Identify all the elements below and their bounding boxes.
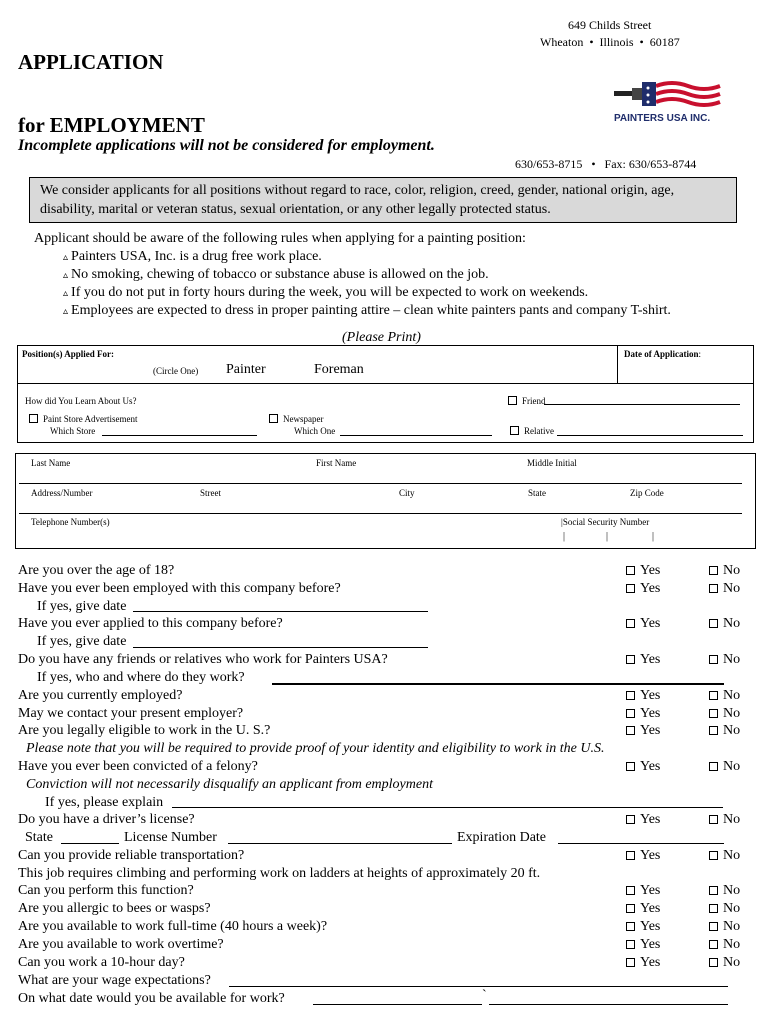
yes-label: Yes [640, 901, 661, 916]
paint-store-option[interactable] [29, 414, 138, 424]
circle-one-hint: (Circle One) [153, 366, 199, 376]
no-label: No [723, 955, 741, 970]
no-option[interactable] [709, 652, 740, 668]
no-option[interactable] [709, 759, 740, 775]
triangle-bullet-icon: ▵ [63, 288, 69, 299]
expiration-date-label: Expiration Date [457, 830, 547, 845]
company-logo [612, 78, 722, 128]
checkbox[interactable] [709, 940, 718, 949]
no-option[interactable] [709, 901, 740, 917]
license-number-label: License Number [124, 830, 217, 845]
yes-option[interactable] [626, 955, 660, 971]
yes-option[interactable] [626, 919, 660, 935]
checkbox[interactable] [510, 426, 519, 435]
yes-label: Yes [640, 937, 661, 952]
checkbox[interactable] [709, 566, 718, 575]
question-followup: If yes, please explain [45, 795, 164, 810]
question: Can you perform this function? [18, 883, 194, 898]
yes-label: Yes [640, 706, 661, 721]
question: On what date would you be available for work? [18, 991, 285, 1006]
checkbox[interactable] [709, 886, 718, 895]
answer-line[interactable] [272, 683, 724, 685]
yes-label: Yes [640, 581, 661, 596]
checkbox[interactable] [626, 726, 635, 735]
yes-option[interactable] [626, 723, 660, 739]
which-one-line[interactable] [340, 435, 492, 436]
address-city: Wheaton [540, 35, 584, 49]
question: Are you currently employed? [18, 688, 183, 703]
yes-label: Yes [640, 883, 661, 898]
tick-mark: ` [482, 988, 487, 1003]
telephone-label: Telephone Number(s) [31, 517, 110, 527]
checkbox[interactable] [709, 922, 718, 931]
checkbox[interactable] [709, 709, 718, 718]
no-option[interactable] [709, 919, 740, 935]
relative-line[interactable] [557, 435, 743, 436]
page-title-sub: for EMPLOYMENT [18, 113, 205, 137]
checkbox[interactable] [626, 709, 635, 718]
yes-label: Yes [640, 812, 661, 827]
state-label: State [528, 488, 546, 498]
yes-option[interactable] [626, 581, 660, 597]
separator: | [561, 517, 563, 527]
yes-label: Yes [640, 919, 661, 934]
city-label: City [399, 488, 415, 498]
no-option[interactable] [709, 688, 740, 704]
checkbox[interactable] [626, 886, 635, 895]
question: What are your wage expectations? [18, 973, 211, 988]
please-print: (Please Print) [342, 330, 421, 345]
no-label: No [723, 901, 741, 916]
date-of-application-label [624, 349, 701, 359]
question: Do you have any friends or relatives who work for Painters USA? [18, 652, 388, 667]
which-store-label: Which Store [50, 426, 96, 436]
divider [17, 383, 754, 384]
yes-option[interactable] [626, 937, 660, 953]
checkbox[interactable] [269, 414, 278, 423]
license-state-line[interactable] [61, 843, 119, 844]
checkbox[interactable] [626, 762, 635, 771]
subtitle: Incomplete applications will not be considered for employment. [18, 137, 435, 154]
date-label-text: Date of Application [624, 349, 699, 359]
no-label: No [723, 759, 741, 774]
yes-label: Yes [640, 759, 661, 774]
no-option[interactable] [709, 937, 740, 953]
yes-label: Yes [640, 723, 661, 738]
bullet-icon: • [585, 157, 602, 171]
answer-line[interactable] [133, 647, 428, 648]
ssn-separator: | [652, 531, 655, 542]
no-label: No [723, 723, 741, 738]
yes-label: Yes [640, 848, 661, 863]
name-line[interactable] [19, 483, 742, 484]
address-state: Illinois [599, 35, 634, 49]
yes-option[interactable] [626, 812, 660, 828]
checkbox[interactable] [709, 958, 718, 967]
question-followup: If yes, give date [37, 599, 127, 614]
address-zip: 60187 [649, 35, 680, 49]
rule-item [63, 303, 671, 319]
no-label: No [723, 848, 741, 863]
question: Are you available to work full-time (40 hours a week)? [18, 919, 328, 934]
question: Do you have a driver’s license? [18, 812, 195, 827]
address-line[interactable] [19, 513, 742, 514]
checkbox[interactable] [626, 815, 635, 824]
yes-option[interactable] [626, 901, 660, 917]
checkbox[interactable] [626, 922, 635, 931]
rules-intro: Applicant should be aware of the following rules when applying for a painting position: [34, 231, 526, 246]
first-name-label: First Name [316, 458, 357, 468]
street-label: Street [200, 488, 221, 498]
checkbox[interactable] [626, 940, 635, 949]
no-option[interactable] [709, 563, 740, 579]
no-option[interactable] [709, 955, 740, 971]
position-section [17, 345, 754, 443]
address-number-label: Address/Number [31, 488, 93, 498]
yes-label: Yes [640, 616, 661, 631]
rule-item [63, 249, 322, 265]
yes-option[interactable] [626, 652, 660, 668]
position-option-foreman[interactable]: Foreman [314, 362, 364, 377]
relative-option[interactable] [510, 426, 554, 436]
logo-text: PAINTERS USA INC. [614, 113, 711, 124]
last-name-label: Last Name [31, 458, 71, 468]
question: May we contact your present employer? [18, 706, 244, 721]
checkbox[interactable] [709, 655, 718, 664]
answer-line[interactable] [133, 611, 428, 612]
checkbox[interactable] [709, 584, 718, 593]
personal-info-section [15, 453, 756, 549]
no-option[interactable] [709, 616, 740, 632]
expiration-date-line[interactable] [558, 843, 724, 844]
no-label: No [723, 883, 741, 898]
rule-text: Painters USA, Inc. is a drug free work place. [71, 249, 322, 264]
triangle-bullet-icon: ▵ [63, 252, 69, 263]
yes-option[interactable] [626, 706, 660, 722]
rule-item [63, 285, 588, 301]
question-note: Please note that you will be required to provide proof of your identity and eligibility to work in the U.S. [26, 741, 605, 756]
no-option[interactable] [709, 723, 740, 739]
rule-text: Employees are expected to dress in proper painting attire – clean white painters pants and company T-shirt. [71, 303, 671, 318]
address-city-line [540, 35, 680, 50]
no-label: No [723, 581, 741, 596]
yes-option[interactable] [626, 848, 660, 864]
fax: Fax: 630/653-8744 [604, 157, 697, 171]
triangle-bullet-icon: ▵ [63, 270, 69, 281]
yes-label: Yes [640, 688, 661, 703]
checkbox[interactable] [709, 851, 718, 860]
no-label: No [723, 616, 741, 631]
no-label: No [723, 919, 741, 934]
no-label: No [723, 706, 741, 721]
question: Have you ever applied to this company before? [18, 616, 283, 631]
no-label: No [723, 563, 741, 578]
no-label: No [723, 688, 741, 703]
newspaper-option[interactable] [269, 414, 323, 424]
eeo-notice: We consider applicants for all positions without regard to race, color, religion, creed, gender, national origin, age, disability, marital or veteran status, sexual orientation, or any other legally protected status. [29, 177, 737, 223]
which-store-line[interactable] [102, 435, 257, 436]
checkbox[interactable] [626, 655, 635, 664]
learn-label: How did You Learn About Us? [25, 396, 137, 406]
yes-option[interactable] [626, 616, 660, 632]
checkbox[interactable] [626, 619, 635, 628]
question: Are you available to work overtime? [18, 937, 224, 952]
divider [617, 345, 618, 383]
ssn-separator: | [606, 531, 609, 542]
question-followup: If yes, who and where do they work? [37, 670, 245, 685]
checkbox[interactable] [709, 619, 718, 628]
friend-line[interactable] [544, 404, 740, 405]
no-option[interactable] [709, 848, 740, 864]
question: Are you allergic to bees or wasps? [18, 901, 211, 916]
friend-label: Friend [522, 396, 546, 406]
colon: : [698, 349, 702, 359]
question: Are you over the age of 18? [18, 563, 175, 578]
question: Can you work a 10-hour day? [18, 955, 185, 970]
checkbox[interactable] [709, 815, 718, 824]
ssn-text: Social Security Number [562, 517, 650, 527]
no-label: No [723, 937, 741, 952]
address-street: 649 Childs Street [568, 18, 652, 32]
checkbox[interactable] [626, 584, 635, 593]
position-option-painter[interactable]: Painter [226, 362, 266, 377]
yes-option[interactable] [626, 883, 660, 899]
checkbox[interactable] [626, 958, 635, 967]
friend-option[interactable] [508, 396, 546, 406]
license-number-line[interactable] [228, 843, 452, 844]
bullet-icon: • [636, 35, 647, 49]
yes-option[interactable] [626, 688, 660, 704]
answer-line[interactable] [229, 986, 728, 987]
answer-line[interactable] [172, 807, 723, 808]
answer-line[interactable] [313, 1004, 482, 1005]
triangle-bullet-icon: ▵ [63, 306, 69, 317]
checkbox[interactable] [626, 566, 635, 575]
checkbox[interactable] [709, 726, 718, 735]
bullet-icon: • [586, 35, 597, 49]
newspaper-label: Newspaper [283, 414, 324, 424]
zip-code-label: Zip Code [630, 488, 664, 498]
checkbox[interactable] [508, 396, 517, 405]
question-note: Conviction will not necessarily disqualify an applicant from employment [26, 777, 433, 792]
question: Have you ever been convicted of a felony? [18, 759, 258, 774]
ssn-label [561, 517, 649, 527]
yes-label: Yes [640, 563, 661, 578]
no-option[interactable] [709, 812, 740, 828]
phone: 630/653-8715 [515, 157, 583, 171]
no-option[interactable] [709, 706, 740, 722]
checkbox[interactable] [709, 904, 718, 913]
relative-label: Relative [524, 426, 554, 436]
question-followup: If yes, give date [37, 634, 127, 649]
checkbox[interactable] [626, 904, 635, 913]
question: Have you ever been employed with this company before? [18, 581, 341, 596]
rule-item [63, 267, 489, 283]
rule-text: No smoking, chewing of tobacco or substance abuse is allowed on the job. [71, 267, 489, 282]
question: Can you provide reliable transportation? [18, 848, 245, 863]
no-label: No [723, 812, 741, 827]
position-label: Position(s) Applied For: [22, 349, 115, 359]
no-label: No [723, 652, 741, 667]
paint-store-label: Paint Store Advertisement [43, 414, 138, 424]
ssn-separator: | [563, 531, 566, 542]
checkbox[interactable] [29, 414, 38, 423]
question-intro: This job requires climbing and performing work on ladders at heights of approximately 20 ft. [18, 866, 541, 881]
no-option[interactable] [709, 581, 740, 597]
yes-label: Yes [640, 652, 661, 667]
license-state-label: State [25, 830, 53, 845]
yes-label: Yes [640, 955, 661, 970]
page-title: APPLICATION [18, 50, 164, 74]
checkbox[interactable] [626, 691, 635, 700]
contact-line [515, 157, 696, 172]
rule-text: If you do not put in forty hours during the week, you will be expected to work on weekends. [71, 285, 589, 300]
answer-line[interactable] [489, 1004, 728, 1005]
middle-initial-label: Middle Initial [527, 458, 577, 468]
no-option[interactable] [709, 883, 740, 899]
checkbox[interactable] [626, 851, 635, 860]
checkbox[interactable] [709, 762, 718, 771]
which-one-label: Which One [294, 426, 336, 436]
yes-option[interactable] [626, 563, 660, 579]
yes-option[interactable] [626, 759, 660, 775]
checkbox[interactable] [709, 691, 718, 700]
question: Are you legally eligible to work in the U. S.? [18, 723, 271, 738]
